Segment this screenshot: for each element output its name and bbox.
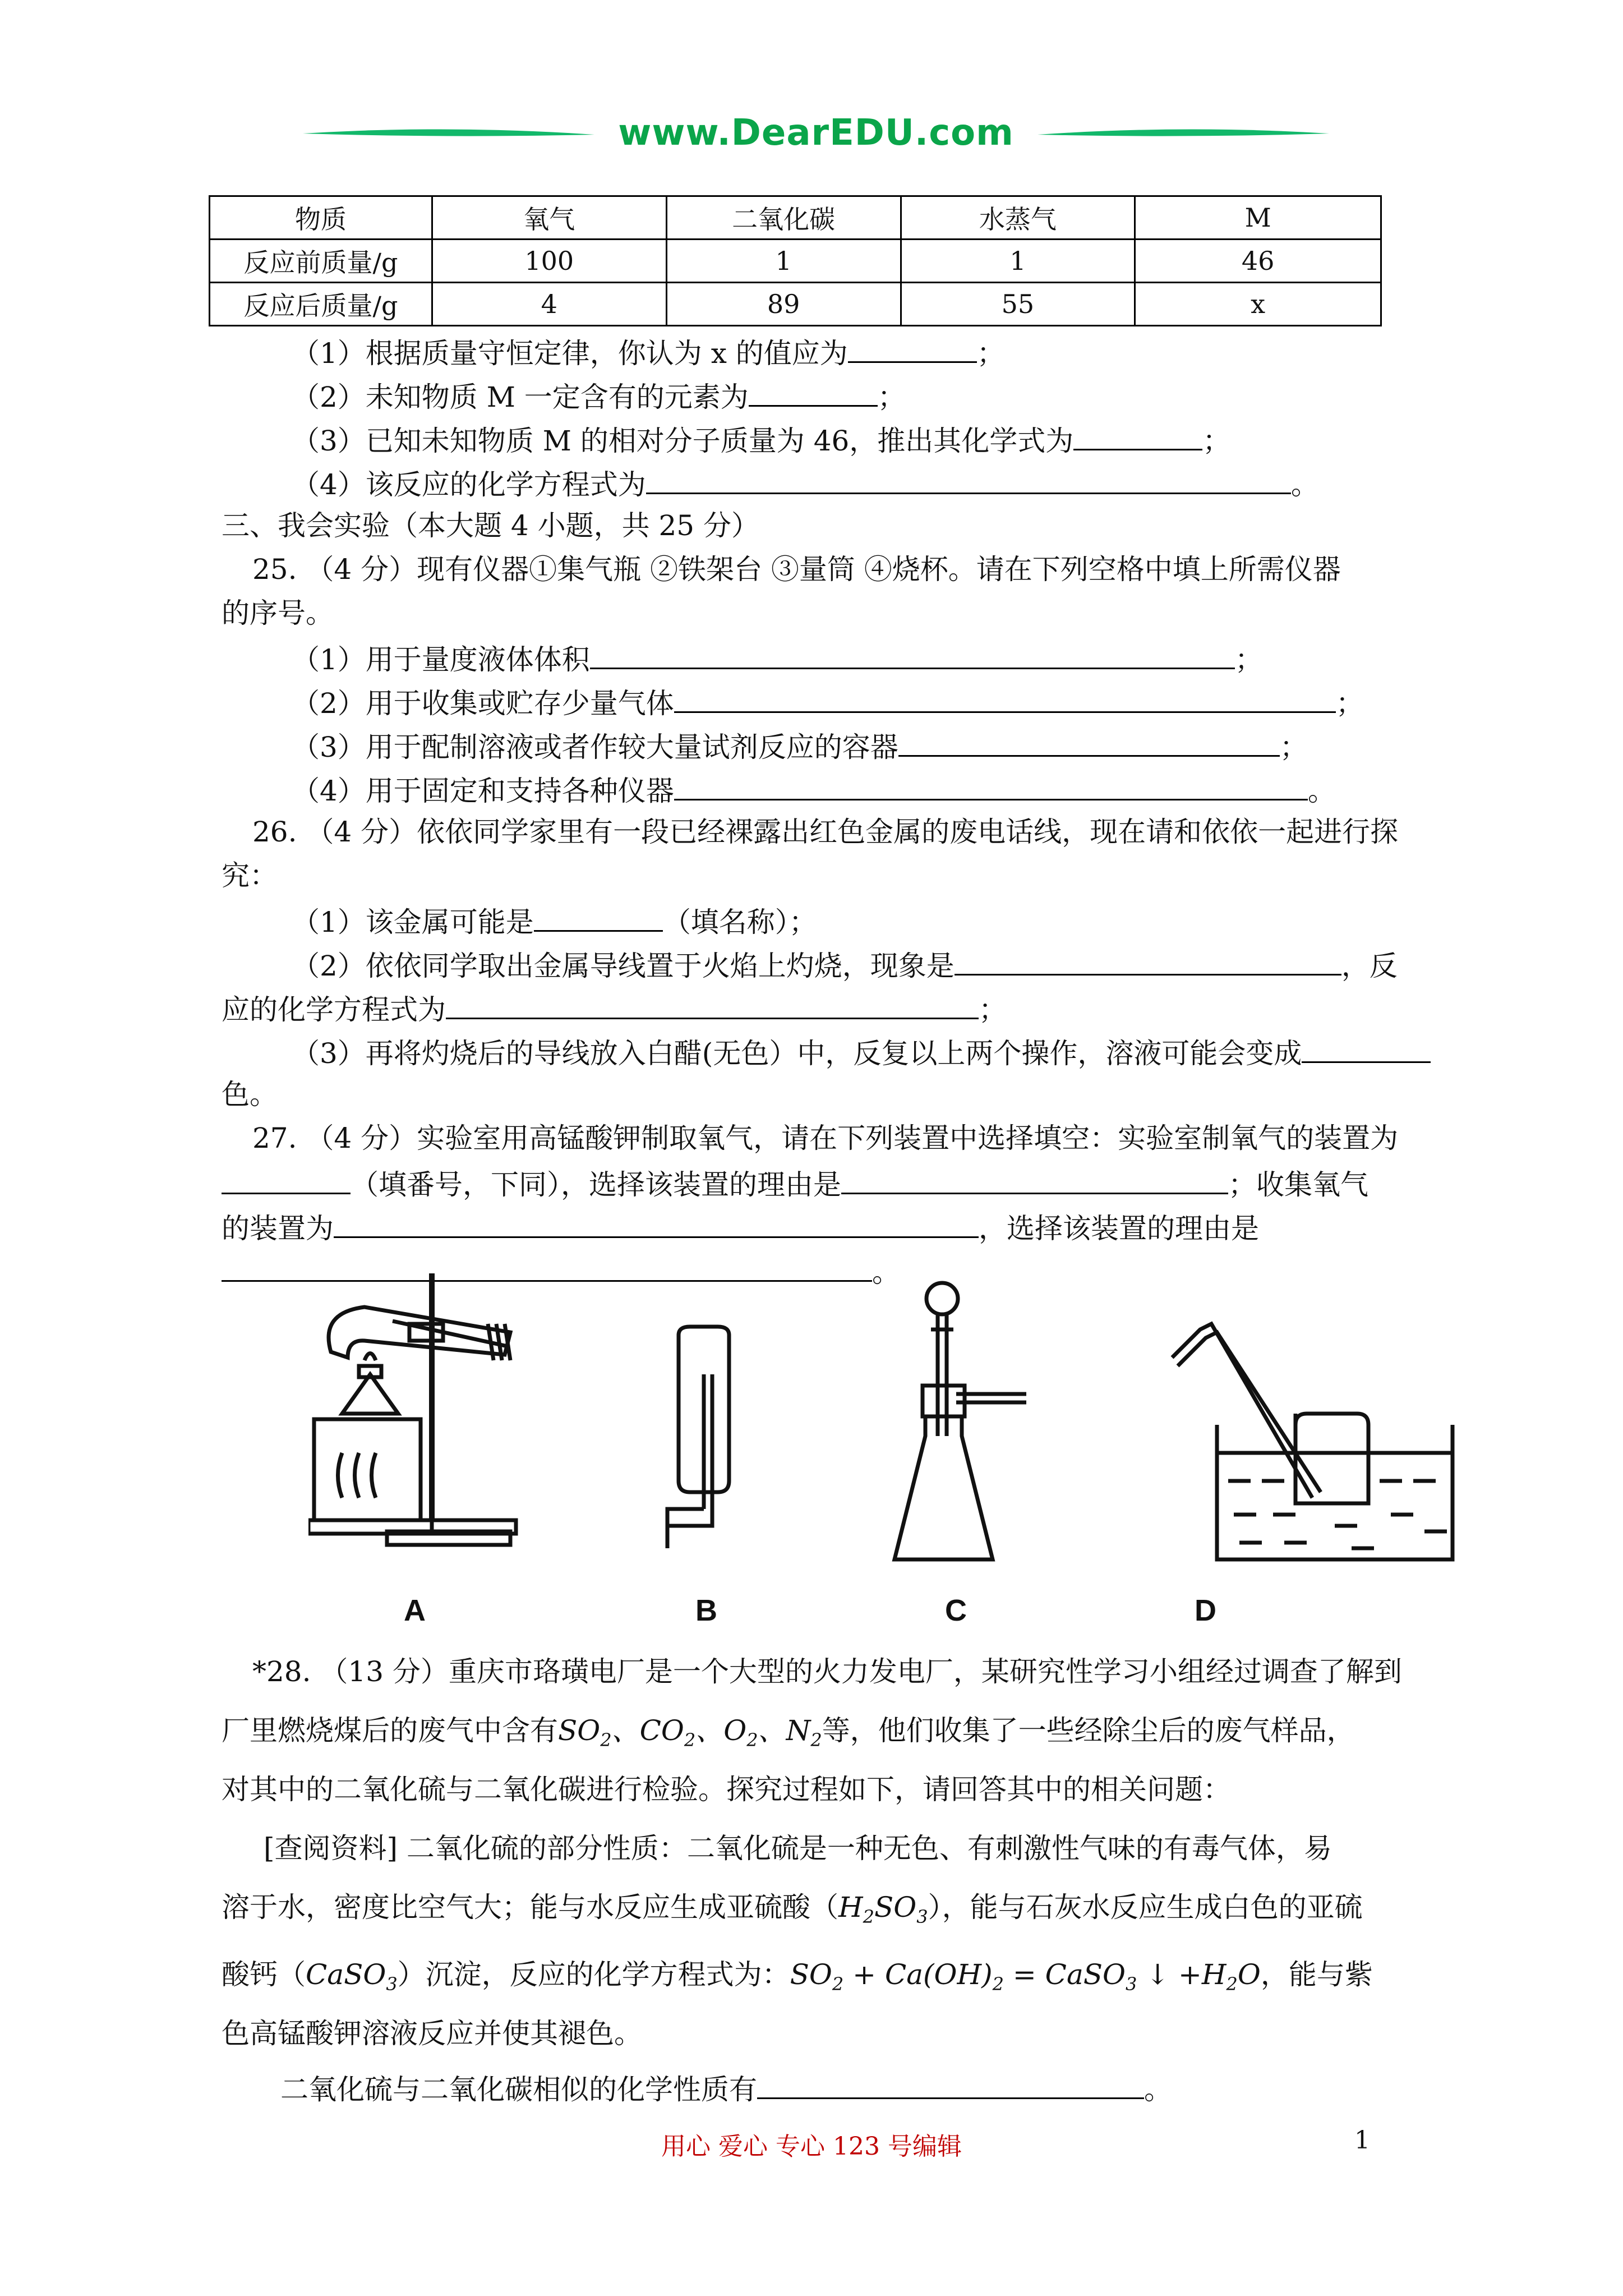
q28-line7: 色高锰酸钾溶液反应并使其褪色。 [222, 2017, 642, 2050]
q26-part2-cont-text: 应的化学方程式为 [222, 993, 446, 1026]
table-header-cell: 物质 [210, 196, 432, 240]
q26-part2 [292, 949, 1398, 980]
table-cell: 反应后质量/g [210, 283, 432, 326]
table-header-row [210, 196, 1381, 240]
q27-line2-text: （填番号，下同），选择该装置的理由是 [351, 1168, 841, 1201]
table-header-cell: 二氧化碳 [666, 196, 901, 240]
answer-blank[interactable] [446, 993, 979, 1019]
q27-line3 [222, 1212, 1259, 1243]
answer-blank[interactable] [590, 643, 1235, 669]
answer-blank[interactable] [334, 1212, 979, 1238]
answer-blank[interactable] [646, 468, 1291, 494]
answer-blank[interactable] [674, 774, 1308, 800]
q28-line2-suffix: 等，他们收集了一些经除尘后的废气样品， [822, 1714, 1355, 1747]
q27-line3-suffix: ，选择该装置的理由是 [979, 1212, 1259, 1245]
answer-blank[interactable] [534, 905, 663, 932]
q25-part2: （2）用于收集或贮存少量气体 ； [292, 687, 1364, 720]
q27-line2 [222, 1168, 1368, 1199]
q28-line6 [222, 1958, 1373, 1995]
table-cell: 100 [432, 240, 666, 283]
q26-part1 [292, 905, 817, 936]
q26-intro-cont: 究： [222, 859, 278, 892]
q25-part2-text: （2）用于收集或贮存少量气体 [292, 687, 674, 720]
q28-line5 [222, 1893, 1363, 1926]
q28-line2 [222, 1714, 1355, 1751]
answer-blank[interactable] [955, 949, 1341, 976]
q24-part1: （1）根据质量守恒定律，你认为 x 的值应为 ； [292, 337, 1005, 370]
q28-line8: 二氧化硫与二氧化碳相似的化学性质有 。 [280, 2073, 1172, 2106]
q26-part2-cont: 应的化学方程式为 ； [222, 993, 1007, 1026]
q26-part2-suffix: ，反 [1341, 950, 1398, 982]
q28-line5-suffix: ），能与石灰水反应生成白色的亚硫 [928, 1891, 1363, 1924]
q28-line5-text: 溶于水，密度比空气大；能与水反应生成亚硫酸（ [222, 1891, 838, 1924]
answer-blank[interactable] [1302, 1037, 1431, 1063]
q25-part3: （3）用于配制溶液或者作较大量试剂反应的容器 ； [292, 731, 1308, 763]
site-header [303, 107, 1329, 168]
q28-line6-mid: ）沉淀，反应的化学方程式为： [397, 1958, 790, 1991]
figure-label-c: C [945, 1594, 967, 1627]
table-cell: 46 [1135, 240, 1381, 283]
figure-label-b: B [695, 1594, 717, 1627]
q24-part2-text: （2）未知物质 M 一定含有的元素为 [292, 381, 749, 413]
q26-intro: 26. （4 分）依依同学家里有一段已经裸露出红色金属的废电话线，现在请和依依一起进行探 [252, 816, 1399, 848]
q28-line2-text: 厂里燃烧煤后的废气中含有 [222, 1714, 558, 1747]
q24-part4: （4）该反应的化学方程式为 。 [292, 468, 1319, 501]
table-cell: 1 [666, 240, 901, 283]
table-header-cell: M [1135, 196, 1381, 240]
q26-part3-text: （3）再将灼烧后的导线放入白醋(无色）中，反复以上两个操作，溶液可能会变成 [292, 1037, 1302, 1070]
site-logo-text: www.DearEDU.com [618, 112, 1014, 154]
q25-part1-text: （1）用于量度液体体积 [292, 643, 590, 676]
figure-label-d: D [1195, 1594, 1216, 1627]
table-header-cell: 水蒸气 [901, 196, 1135, 240]
table-header-cell: 氧气 [432, 196, 666, 240]
apparatus-b-illustration [656, 1324, 746, 1559]
right-swoosh-decoration [1038, 128, 1329, 139]
table-cell: 1 [901, 240, 1135, 283]
q25-intro-cont: 的序号。 [222, 597, 334, 629]
mass-data-table [209, 195, 1382, 326]
q27-line3-text: 的装置为 [222, 1212, 334, 1245]
footer-note: 用心 爱心 专心 123 号编辑 [661, 2132, 962, 2161]
q25-part3-text: （3）用于配制溶液或者作较大量试剂反应的容器 [292, 731, 898, 763]
table-cell: 4 [432, 283, 666, 326]
table-cell: x [1135, 283, 1381, 326]
q28-line4: [查阅资料] 二氧化硫的部分性质：二氧化硫是一种无色、有刺激性气味的有毒气体，易 [264, 1832, 1332, 1865]
q27-line4: 。 [222, 1255, 900, 1286]
q24-part3: （3）已知未知物质 M 的相对分子质量为 46，推出其化学式为 ； [292, 425, 1231, 457]
answer-blank[interactable] [674, 687, 1336, 713]
table-cell: 反应前质量/g [210, 240, 432, 283]
gas-formulas: $SO_2$、$CO_2$、$O_2$、$N_2$ [558, 1714, 822, 1751]
q27-line1: 27. （4 分）实验室用高锰酸钾制取氧气，请在下列装置中选择填空：实验室制氧气的装置为 [252, 1122, 1399, 1154]
q26-part2-text: （2）依依同学取出金属导线置于火焰上灼烧，现象是 [292, 950, 955, 982]
q28-line8-text: 二氧化硫与二氧化碳相似的化学性质有 [280, 2073, 757, 2106]
q25-part4-text: （4）用于固定和支持各种仪器 [292, 775, 674, 807]
apparatus-d-illustration [1166, 1313, 1458, 1582]
table-cell: 55 [901, 283, 1135, 326]
table-row [210, 283, 1381, 326]
q28-line1: *28. （13 分）重庆市珞璜电厂是一个大型的火力发电厂，某研究性学习小组经过调查了解到 [252, 1655, 1402, 1688]
q25-part4: （4）用于固定和支持各种仪器 。 [292, 775, 1336, 807]
q28-line3: 对其中的二氧化硫与二氧化碳进行检验。探究过程如下，请回答其中的相关问题： [222, 1773, 1231, 1806]
q25-intro: 25. （4 分）现有仪器①集气瓶 ②铁架台 ③量筒 ④烧杯。请在下列空格中填上所需仪器 [252, 553, 1341, 586]
answer-blank[interactable] [222, 1168, 351, 1194]
formula-caso3: CaSO$_3$ [306, 1958, 398, 1995]
q24-part2: （2）未知物质 M 一定含有的元素为 ； [292, 381, 906, 413]
table-row [210, 240, 1381, 283]
q25-part1: （1）用于量度液体体积 ； [292, 643, 1263, 676]
apparatus-a-illustration [308, 1268, 572, 1582]
q24-part3-text: （3）已知未知物质 M 的相对分子质量为 46，推出其化学式为 [292, 425, 1074, 457]
q28-line6-suffix: ，能与紫 [1260, 1958, 1373, 1991]
apparatus-c-illustration [892, 1268, 1038, 1582]
answer-blank[interactable] [848, 337, 977, 363]
answer-blank[interactable] [898, 730, 1280, 757]
table-cell: 89 [666, 283, 901, 326]
q24-part4-text: （4）该反应的化学方程式为 [292, 468, 646, 501]
reaction-equation: $SO_2 + Ca(OH)_2$ = CaSO$_3$ ↓ $+H_2O$ [790, 1958, 1261, 1995]
answer-blank[interactable] [841, 1168, 1228, 1194]
figure-label-a: A [404, 1594, 426, 1627]
q28-line6-text: 酸钙（ [222, 1958, 306, 1991]
answer-blank[interactable] [749, 380, 878, 407]
answer-blank[interactable] [757, 2073, 1144, 2099]
q26-part3-cont: 色。 [222, 1078, 278, 1111]
page-number: 1 [1354, 2126, 1370, 2155]
section-heading: 三、我会实验（本大题 4 小题，共 25 分） [222, 509, 760, 542]
answer-blank[interactable] [1073, 424, 1202, 450]
q26-part1-text: （1）该金属可能是 [292, 906, 534, 938]
apparatus-figures [297, 1268, 1531, 1638]
q27-line2-suffix: ；收集氧气 [1228, 1168, 1368, 1201]
q26-part1-suffix: （填名称）； [662, 906, 817, 938]
q26-part3 [292, 1037, 1431, 1068]
q24-part1-text: （1）根据质量守恒定律，你认为 x 的值应为 [292, 337, 848, 370]
formula-h2so3: $H_2SO_3$ [838, 1891, 928, 1927]
